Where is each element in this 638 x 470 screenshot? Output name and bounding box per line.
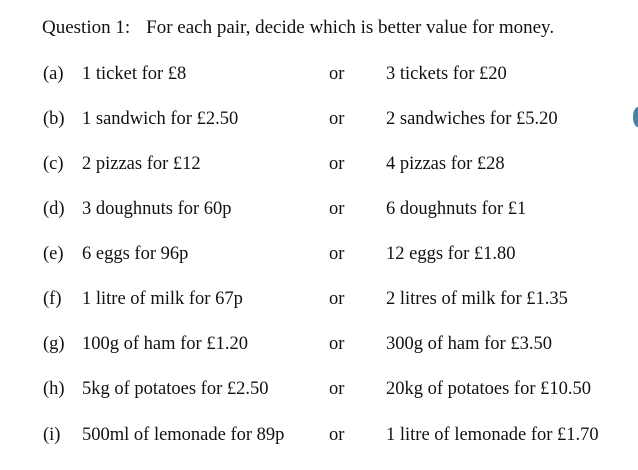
comparison-row-d	[0, 199, 638, 225]
comparison-row-i	[0, 425, 638, 451]
right-offer: 20kg of potatoes for £10.50	[386, 379, 592, 399]
or-separator: or	[329, 154, 345, 174]
left-offer: 1 litre of milk for 67p	[82, 289, 243, 309]
left-offer: 3 doughnuts for 60p	[82, 199, 232, 219]
comparison-row-b	[0, 109, 638, 135]
right-offer: 1 litre of lemonade for £1.70	[386, 425, 599, 445]
comparison-row-c	[0, 154, 638, 180]
right-offer: 12 eggs for £1.80	[386, 244, 516, 264]
left-offer: 100g of ham for £1.20	[82, 334, 248, 354]
comparison-row-a	[0, 64, 638, 90]
item-label: (e)	[43, 244, 64, 264]
item-label: (g)	[43, 334, 65, 354]
or-separator: or	[329, 289, 345, 309]
question-number: Question 1:	[42, 17, 131, 38]
item-label: (f)	[43, 289, 62, 309]
item-label: (a)	[43, 64, 64, 84]
left-offer: 2 pizzas for £12	[82, 154, 201, 174]
right-offer: 6 doughnuts for £1	[386, 199, 527, 219]
left-offer: 5kg of potatoes for £2.50	[82, 379, 269, 399]
comparison-row-g	[0, 334, 638, 360]
right-offer: 2 litres of milk for £1.35	[386, 289, 568, 309]
left-offer: 1 ticket for £8	[82, 64, 187, 84]
right-offer: 3 tickets for £20	[386, 64, 507, 84]
question-prompt: For each pair, decide which is better value for money.	[146, 17, 555, 38]
comparison-row-e	[0, 244, 638, 270]
left-offer: 500ml of lemonade for 89p	[82, 425, 285, 445]
or-separator: or	[329, 64, 345, 84]
or-separator: or	[329, 425, 345, 445]
comparison-row-h	[0, 379, 638, 405]
left-offer: 6 eggs for 96p	[82, 244, 189, 264]
or-separator: or	[329, 244, 345, 264]
edge-decoration	[633, 107, 638, 127]
right-offer: 2 sandwiches for £5.20	[386, 109, 558, 129]
left-offer: 1 sandwich for £2.50	[82, 109, 239, 129]
item-label: (i)	[43, 425, 61, 445]
or-separator: or	[329, 199, 345, 219]
item-label: (d)	[43, 199, 65, 219]
right-offer: 4 pizzas for £28	[386, 154, 505, 174]
or-separator: or	[329, 379, 345, 399]
or-separator: or	[329, 334, 345, 354]
right-offer: 300g of ham for £3.50	[386, 334, 552, 354]
or-separator: or	[329, 109, 345, 129]
item-label: (c)	[43, 154, 64, 174]
item-label: (h)	[43, 379, 65, 399]
comparison-row-f	[0, 289, 638, 315]
item-label: (b)	[43, 109, 65, 129]
